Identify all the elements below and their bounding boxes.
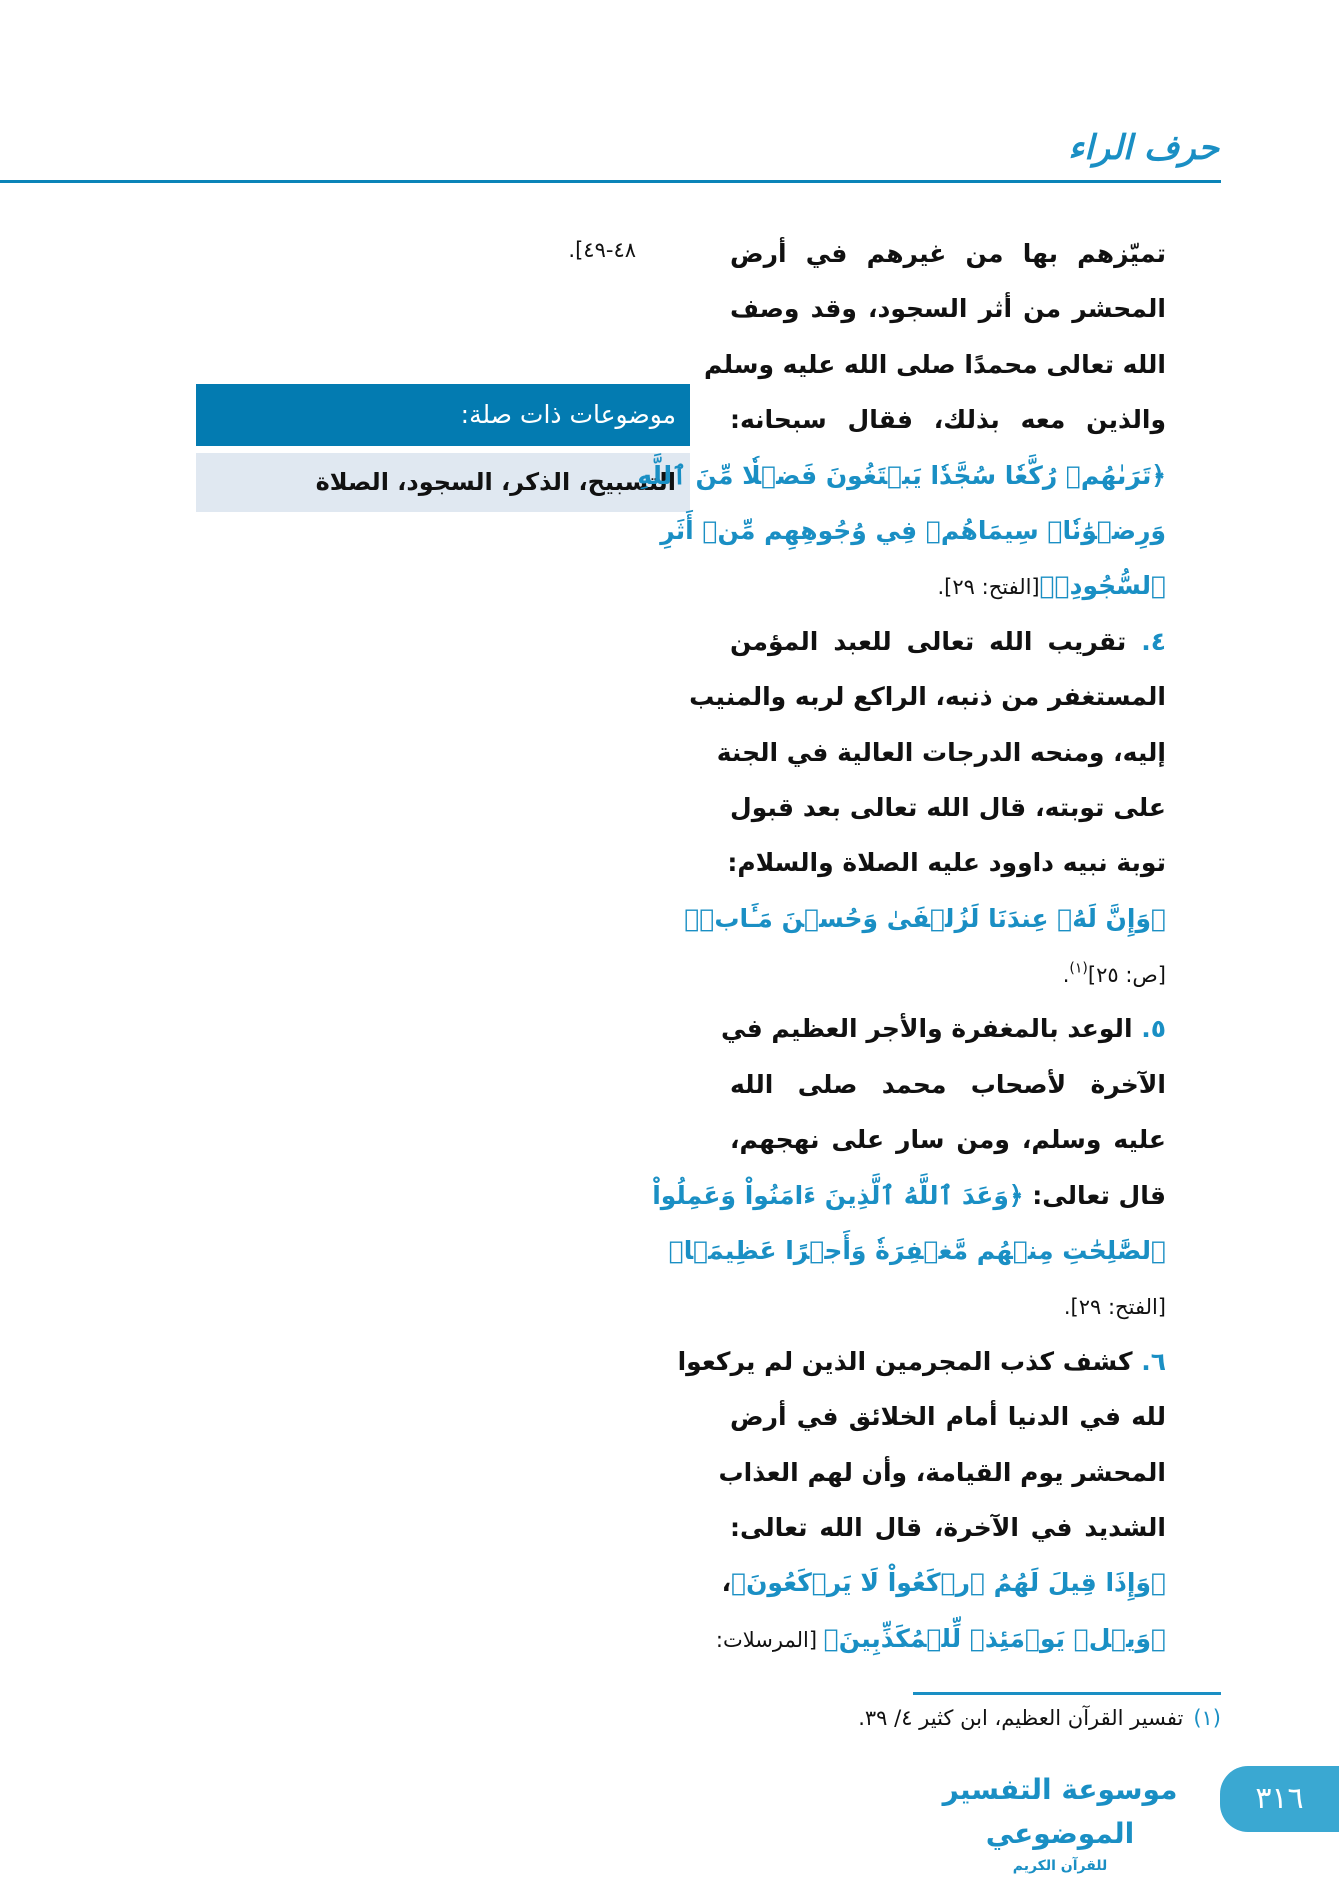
text-line [718, 1445, 1166, 1500]
body-text: توبة نبيه داوود عليه الصلاة والسلام: [727, 848, 1166, 878]
quran-verse: ﴿وَإِذَا قِيلَ لَهُمُ ٱرۡكَعُواْ لَا يَرۡكَعُونَ﴾ [731, 1568, 1166, 1598]
quran-verse: ٱلصَّٰلِحَٰتِ مِنۡهُم مَّغۡفِرَةٗ وَأَجۡرًا عَظِيمَۢا﴾ [668, 1236, 1166, 1266]
quran-verse: ﴿وَعَدَ ٱللَّهُ ٱلَّذِينَ ءَامَنُواْ وَعَمِلُواْ [652, 1180, 1024, 1210]
verse-reference: [المرسلات: [715, 1627, 824, 1652]
text-line [721, 1001, 1166, 1056]
quran-verse: ﴿وَيۡلٞ يَوۡمَئِذٖ لِّلۡمُكَذِّبِينَ﴾ [823, 1623, 1166, 1653]
body-text: ، [721, 1568, 732, 1598]
header-divider [0, 180, 1221, 183]
logo-subtitle: للقرآن الكريم [1012, 1858, 1108, 1874]
text-line [730, 780, 1166, 835]
text-line [730, 1389, 1166, 1444]
body-text: المستغفر من ذنبه، الراكع لربه والمنيب [689, 682, 1166, 712]
quran-verse: ﴿وَإِنَّ لَهُۥ عِندَنَا لَزُلۡفَىٰ وَحُسۡنَ مَـَٔابٖ﴾ [684, 903, 1166, 933]
logo-title: موسوعة التفسير الموضوعي [942, 1773, 1178, 1850]
text-line [730, 1112, 1166, 1167]
text-line [652, 1168, 1166, 1223]
text-line [660, 503, 1166, 558]
related-topics-list: التسبيح، الذكر، السجود، الصلاة [196, 453, 690, 512]
body-text: الشديد في الآخرة، قال الله تعالى: [730, 1512, 1166, 1542]
text-line [727, 835, 1166, 890]
quran-verse: وَرِضۡوَٰنٗاۖ سِيمَاهُمۡ فِي وُجُوهِهِم مِّنۡ أَثَرِ [660, 515, 1166, 545]
text-line [730, 281, 1166, 336]
body-text: قال تعالى: [1023, 1180, 1166, 1210]
text-line [721, 1555, 1166, 1610]
body-text: على توبته، قال الله تعالى بعد قبول [730, 792, 1166, 822]
list-number: ٦. [1132, 1346, 1166, 1376]
text-line [730, 392, 1166, 447]
text-line [704, 337, 1166, 392]
verse-reference: [ص: ٢٥] [1087, 963, 1166, 988]
quran-verse: ٱلسُّجُودِۚ﴾ [1039, 571, 1166, 601]
text-line [716, 725, 1166, 780]
text-line [715, 1611, 1166, 1666]
body-text: الله تعالى محمدًا صلى الله عليه وسلم [704, 349, 1166, 379]
footnote-marker: (١) [1069, 960, 1088, 977]
text-line [684, 891, 1166, 946]
footnote-divider [913, 1692, 1221, 1695]
text-line [668, 1223, 1166, 1278]
text-line [730, 1500, 1166, 1555]
text-line [730, 614, 1166, 669]
body-text: الآخرة لأصحاب محمد صلى الله [730, 1069, 1166, 1099]
main-text-column [637, 226, 1166, 1666]
quran-verse: ﴿تَرَىٰهُمۡ رُكَّعٗا سُجَّدٗا يَبۡتَغُونَ فَضۡلٗا مِّنَ ٱللَّهِ [637, 460, 1166, 490]
text-line [730, 1278, 1166, 1333]
text-line [730, 1057, 1166, 1112]
text-line [637, 448, 1166, 503]
body-text: المحشر يوم القيامة، وأن لهم العذاب [718, 1457, 1166, 1487]
text-line [730, 226, 1166, 281]
body-text: والذين معه بذلك، فقال سبحانه: [730, 405, 1166, 435]
body-text: المحشر من أثر السجود، وقد وصف [730, 294, 1166, 324]
footnote [858, 1706, 1221, 1730]
body-text: كشف كذب المجرمين الذين لم يركعوا [677, 1346, 1133, 1376]
text-line [730, 558, 1166, 613]
body-text: لله في الدنيا أمام الخلائق في أرض [730, 1402, 1166, 1432]
verse-reference: [الفتح: ٢٩]. [1063, 1295, 1166, 1320]
body-text: الوعد بالمغفرة والأجر العظيم في [721, 1014, 1133, 1044]
footnote-text: تفسير القرآن العظيم، ابن كثير ٤/ ٣٩. [858, 1706, 1184, 1730]
list-number: ٥. [1132, 1014, 1166, 1044]
text-line [677, 1334, 1166, 1389]
body-text: تقريب الله تعالى للعبد المؤمن [730, 626, 1127, 656]
chapter-title: حرف الراء [1068, 128, 1219, 168]
reference-continuation: ٤٨-٤٩]. [568, 238, 636, 262]
body-text: تميّزهم بها من غيرهم في أرض [730, 239, 1166, 268]
related-topics-title: موضوعات ذات صلة: [196, 384, 690, 446]
verse-reference: . [1062, 963, 1070, 988]
text-line [689, 669, 1166, 724]
page-number: ٣١٦ [1220, 1766, 1339, 1832]
list-number: ٤. [1126, 626, 1166, 656]
body-text: إليه، ومنحه الدرجات العالية في الجنة [716, 737, 1166, 767]
footnote-number: (١) [1193, 1706, 1221, 1730]
text-line [730, 946, 1166, 1001]
body-text: عليه وسلم، ومن سار على نهجهم، [730, 1125, 1166, 1155]
verse-reference: [الفتح: ٢٩]. [937, 575, 1040, 600]
encyclopedia-logo [930, 1768, 1190, 1874]
